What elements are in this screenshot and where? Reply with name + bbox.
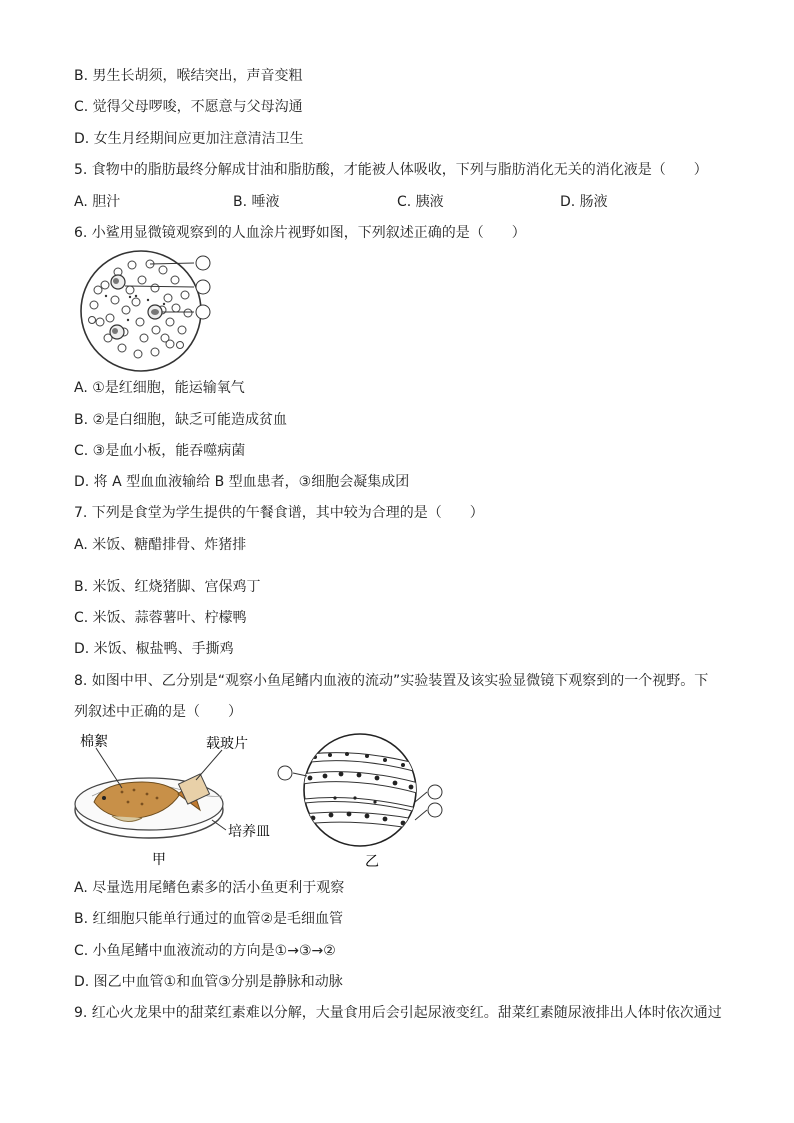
q5-option-a: A. 胆汁 — [74, 194, 121, 210]
q8-option-b: B. 红细胞只能单行通过的血管②是毛细血管 — [74, 911, 344, 927]
slide-label: 载玻片 — [206, 736, 248, 752]
q5-stem: 5. 食物中的脂肪最终分解成甘油和脂肪酸，才能被人体吸收，下列与脂肪消化无关的消化液是（ ） — [74, 162, 708, 178]
cotton-label: 棉絮 — [80, 734, 108, 750]
q8-option-c: C. 小鱼尾鳍中血液流动的方向是①→③→② — [74, 943, 336, 959]
q5-option-b: B. 唾液 — [233, 194, 280, 210]
q4-option-d: D. 女生月经期间应更加注意清洁卫生 — [74, 131, 304, 147]
q8-stem-line2: 列叙述中正确的是（ ） — [74, 704, 242, 720]
q4-option-c: C. 觉得父母啰唆，不愿意与父母沟通 — [74, 99, 303, 115]
q7-option-b: B. 米饭、红烧猪脚、宫保鸡丁 — [74, 579, 261, 595]
blood-smear-figure — [70, 250, 230, 372]
q5-option-d: D. 肠液 — [560, 194, 608, 210]
q4-option-b: B. 男生长胡须，喉结突出，声音变粗 — [74, 68, 303, 84]
q7-option-d: D. 米饭、椒盐鸭、手撕鸡 — [74, 641, 234, 657]
q6-option-d: D. 将 A 型血血液输给 B 型血患者，③细胞会凝集成团 — [74, 474, 410, 490]
figure-jia-caption: 甲 — [152, 852, 166, 868]
fish-dish-figure — [72, 730, 282, 870]
q6-option-c: C. ③是血小板，能吞噬病菌 — [74, 443, 246, 459]
q6-stem: 6. 小鲨用显微镜观察到的人血涂片视野如图，下列叙述正确的是（ ） — [74, 225, 526, 241]
q9-stem: 9. 红心火龙果中的甜菜红素难以分解，大量食用后会引起尿液变红。甜菜红素随尿液排出人体时依次通过 — [74, 1005, 722, 1021]
q5-option-c: C. 胰液 — [397, 194, 444, 210]
q8-option-d: D. 图乙中血管①和血管③分别是静脉和动脉 — [74, 974, 343, 990]
dish-label: 培养皿 — [228, 824, 270, 840]
q7-option-a: A. 米饭、糖醋排骨、炸猪排 — [74, 537, 247, 553]
q6-option-a: A. ①是红细胞，能运输氧气 — [74, 380, 245, 396]
q8-option-a: A. 尽量选用尾鳍色素多的活小鱼更利于观察 — [74, 880, 345, 896]
tail-fin-vessels-figure — [275, 730, 450, 870]
q8-stem-line1: 8. 如图中甲、乙分别是“观察小鱼尾鳍内血液的流动”实验装置及该实验显微镜下观察到的一个视野。下 — [74, 673, 709, 689]
q7-option-c: C. 米饭、蒜蓉薯叶、柠檬鸭 — [74, 610, 247, 626]
figure-yi-caption: 乙 — [365, 854, 379, 870]
q7-stem: 7. 下列是食堂为学生提供的午餐食谱，其中较为合理的是（ ） — [74, 505, 484, 521]
q6-option-b: B. ②是白细胞，缺乏可能造成贫血 — [74, 412, 288, 428]
